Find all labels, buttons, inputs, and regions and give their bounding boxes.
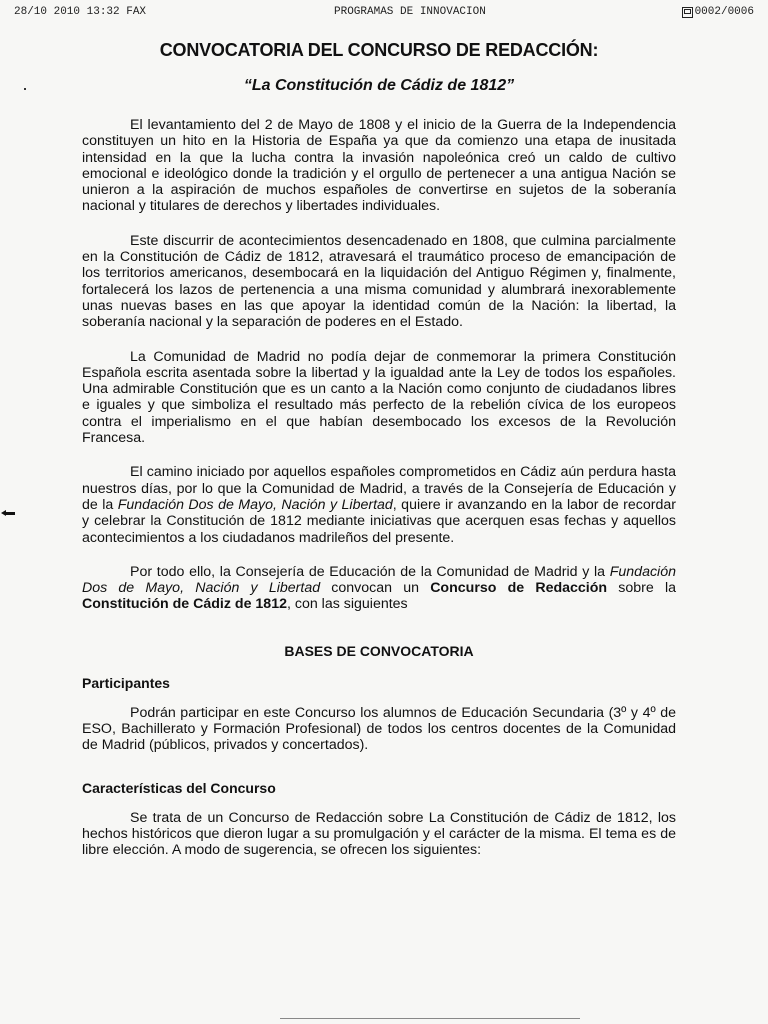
fax-page-count: 0002/0006 [694,6,754,18]
paragraph-4 [82,464,676,545]
fax-page-counter [682,6,754,18]
paragraph-5 [82,564,676,613]
paragraph-1: El levantamiento del 2 de Mayo de 1808 y el inicio de la Guerra de la Independencia constituyen un hito en la Historia de España ya que da comienzo una etapa de inusitada intensidad en la que la lucha contra la invasión napoleónica creó un caldo de cultivo emocional e ideológico donde la tradición y el orgullo de pertenecer a una antigua Nación se unieron a la aspiración de muchos españoles de convertirse en sujetos de la soberanía nacional y titulares de derechos y libertades individuales. [82,117,676,215]
paragraph-3: La Comunidad de Madrid no podía dejar de conmemorar la primera Constitución Española escrita asentada sobre la libertad y la igualdad ante la Ley de todos los españoles. Una admirable Constitución que es un canto a la Nación como conjunto de ciudadanos libres e iguales y que simboliza el resultado más perfecto de la rebelión cívica de los europeos contra el imperialismo en el que habían desembocado los excesos de la Revolución Francesa. [82,348,676,447]
fax-datetime: 28/10 2010 13:32 FAX [14,6,147,18]
document-title: CONVOCATORIA DEL CONCURSO DE REDACCIÓN: [159,40,599,60]
scan-speck [24,88,26,90]
page-edge-line [280,1018,580,1019]
margin-arrow-icon [5,512,15,515]
paragraph-5-text-g: , con las siguientes [286,596,408,613]
fax-sender: PROGRAMAS DE INNOVACION [334,6,486,18]
section-text-participantes: Podrán participar en este Concurso los alumnos de Educación Secundaria (3º y 4º de ESO, Bachillerato y Formación Profesional) de todos los centros docentes de la Comunidad de Madrid (públicos, privados y concertados). [82,704,676,754]
paragraph-5-text-e: sobre la [607,580,676,597]
document-subtitle: “La Constitución de Cádiz de 1812” [243,77,515,94]
paragraph-5-text-a: Por todo ello, la Consejería de Educación de la Comunidad de Madrid y la [130,563,610,580]
paragraph-2: Este discurrir de acontecimientos desencadenado en 1808, que culmina parcialmente en la Constitución de Cádiz de 1812, atravesará el traumático proceso de emancipación de los territorios americanos, desembocará en la liquidación del Antiguo Régimen y, finalmente, fortalecerá los lazos de pertenencia a una misma comunidad y alumbrará inexorablemente unas nuevas bases en las que apoyar la identidad común de la Nación: la libertad, la soberanía nacional y la separación de poderes en el Estado. [82,232,676,331]
document-page [82,40,676,859]
section-text-caracteristicas: Se trata de un Concurso de Redacción sobre La Constitución de Cádiz de 1812, los hechos históricos que dieron lugar a su promulgación y el carácter de la misma. El tema es de libre elección. A modo de sugerencia, se ofrecen los siguientes: [82,809,676,859]
fax-header [14,6,754,22]
bases-title: BASES DE CONVOCATORIA [284,642,474,659]
foundation-name: Fundación Dos de Mayo, Nación y Libertad [117,496,393,513]
contest-name: Concurso de Redacción [430,580,608,597]
paragraph-4-text-c: , quiere ir avanzando en la labor de recordar y celebrar la Constitución de 1812 mediante iniciativas que acerquen esas fechas y aquellos acontecimientos a los ciudadanos madrileños del presente. [82,496,676,546]
fax-machine-icon [682,7,693,18]
section-heading-caracteristicas: Características del Concurso [82,779,276,796]
paragraph-5-text-c: convocan un [320,580,431,597]
foundation-name: Fundación Dos de Mayo, Nación y Libertad [82,563,676,597]
constitution-name: Constitución de Cádiz de 1812 [82,596,287,613]
paragraph-4-text-a: El camino iniciado por aquellos españoles comprometidos en Cádiz aún perdura hasta nuestros días, por lo que la Comunidad de Madrid, a través de la Consejería de Educación y de la [82,464,676,513]
section-heading-participantes: Participantes [82,674,170,691]
